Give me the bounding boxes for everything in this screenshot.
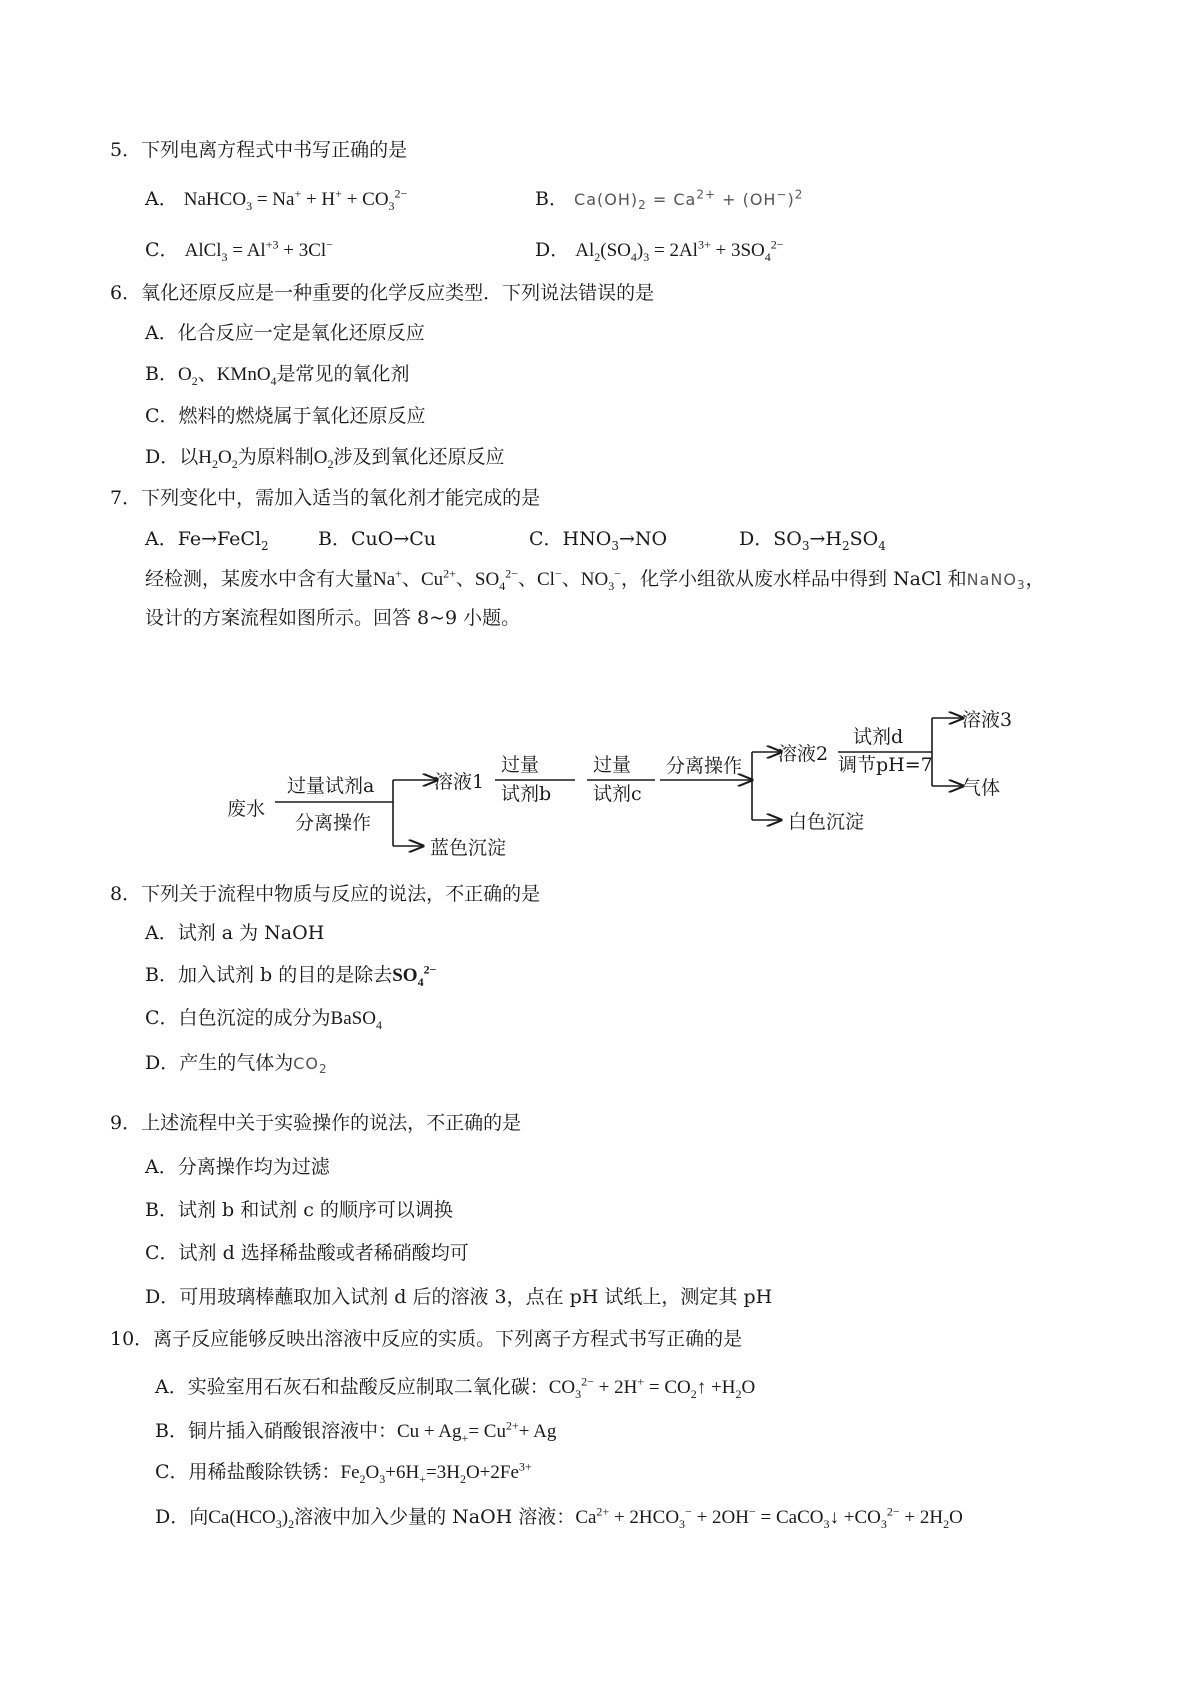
q7-stem: 7．下列变化中，需加入适当的氧化剂才能完成的是 xyxy=(110,487,541,509)
flow-reagent-a: 过量试剂a xyxy=(287,775,375,797)
q8-option-a: A．试剂 a 为 NaOH xyxy=(145,922,325,944)
q10-option-b: B．铜片插入硝酸银溶液中：$Cu + Ag_+= Cu^{2+}+ Ag$ xyxy=(155,1418,557,1445)
q8-option-b: B．加入试剂 b 的目的是除去$SO_4^{2-}$ xyxy=(145,962,437,989)
q9-stem: 9．上述流程中关于实验操作的说法，不正确的是 xyxy=(110,1112,522,1134)
q9-option-c: C．试剂 d 选择稀盐酸或者稀硝酸均可 xyxy=(145,1242,469,1264)
q6-option-d: D．以$H_2O_2$为原料制$O_2$涉及到氧化还原反应 xyxy=(145,446,505,471)
q6-stem: 6．氧化还原反应是一种重要的化学反应类型．下列说法错误的是 xyxy=(110,282,655,304)
q5-option-b: B． $Ca(OH)_2 = Ca^{2+} + (OH^-)^2$ xyxy=(535,187,804,213)
flow-gas: 气体 xyxy=(962,777,1001,799)
q10-option-a: A．实验室用石灰石和盐酸反应制取二氧化碳：$CO_3^{2-} + 2H^+$ = $CO_2↑ +H_2O$ xyxy=(155,1374,756,1401)
flow-solution3: 溶液3 xyxy=(962,709,1013,731)
q7-option-c: C．$HNO_3\to NO$ xyxy=(529,528,668,553)
q7-option-b: B．CuO→Cu xyxy=(318,528,437,550)
q9-option-a: A．分离操作均为过滤 xyxy=(145,1156,330,1178)
ion-list: Na+、$Cu^{2+}$、$SO_4^{2-}$、Cl−、$NO_3^-$ xyxy=(373,566,621,593)
flow-sep1: 分离操作 xyxy=(295,812,372,834)
q6-option-c: C．燃料的燃烧属于氧化还原反应 xyxy=(145,405,426,427)
flow-sep2: 分离操作 xyxy=(666,755,743,777)
flow-white-ppt: 白色沉淀 xyxy=(788,811,865,833)
q6-option-a: A．化合反应一定是氧化还原反应 xyxy=(145,322,425,344)
flow-solution1: 溶液1 xyxy=(434,771,485,793)
flow-solution2: 溶液2 xyxy=(778,743,829,765)
q10-stem: 10．离子反应能够反映出溶液中反应的实质。下列离子方程式书写正确的是 xyxy=(110,1328,743,1350)
q5-d-equation: $Al_2(SO_4)_3 = 2Al^{3+} + 3SO_4^{2-}$ xyxy=(575,237,784,264)
flow-excess2: 过量 xyxy=(593,754,632,776)
q8-option-c: C．白色沉淀的成分为BaSO$_4$ xyxy=(145,1007,382,1032)
q9-option-d: D．可用玻璃棒蘸取加入试剂 d 后的溶液 3，点在 pH 试纸上，测定其 pH xyxy=(145,1286,773,1308)
q5-stem: 5．下列电离方程式中书写正确的是 xyxy=(110,139,408,161)
q9-option-b: B．试剂 b 和试剂 c 的顺序可以调换 xyxy=(145,1199,453,1221)
intro-line-1: 经检测，某废水中含有大量Na+、$Cu^{2+}$、$SO_4^{2-}$、Cl−、$NO_3^-$，化学小组欲从废水样品中得到 NaCl 和NaNO$_3$， xyxy=(145,566,1045,593)
flow-blue-ppt: 蓝色沉淀 xyxy=(430,837,507,859)
flow-reagent-b: 试剂b xyxy=(501,783,552,805)
q5-option-d: D． $Al_2(SO_4)_3 = 2Al^{3+} + 3SO_4^{2-}$ xyxy=(535,237,784,264)
q5-option-a: A． NaHCO$_3$ = $Na^+ + H^+ + CO_3^{2-}$ xyxy=(145,186,408,213)
q7-option-d: D．$SO_3\to H_2SO_4$ xyxy=(739,528,886,553)
q5-a-equation: NaHCO$_3$ = $Na^+ + H^+ + CO_3^{2-}$ xyxy=(183,186,408,213)
flow-excess1: 过量 xyxy=(501,754,540,776)
flow-waste: 废水 xyxy=(227,798,266,820)
flow-reagent-d: 试剂d xyxy=(853,726,904,748)
q6-option-b: B．$O_2$、KMnO$_4$是常见的氧化剂 xyxy=(145,363,410,388)
q5-c-equation: AlCl$_3$ = $Al^{+3} + 3Cl^-$ xyxy=(184,237,333,264)
q10-option-d: D．向$Ca(HCO_3)_2$溶液中加入少量的 NaOH 溶液：$Ca^{2+} + 2HCO_3^- + 2OH^-$ = CaCO$_3$↓ $+CO_3^{2-} + 2H_2O$ xyxy=(155,1504,963,1531)
q5-b-equation: $Ca(OH)_2 = Ca^{2+} + (OH^-)^2$ xyxy=(574,187,804,213)
q7-option-a: A．Fe→FeCl$_2$ xyxy=(145,528,269,553)
intro-line-2: 设计的方案流程如图所示。回答 8~9 小题。 xyxy=(145,607,521,629)
q10-option-c: C．用稀盐酸除铁锈：$Fe_2O_3+6H_+=3H_2O+2Fe^{3+}$ xyxy=(155,1459,532,1486)
flow-adjust-ph: 调节pH=7 xyxy=(838,754,933,776)
q5-option-c: C． AlCl$_3$ = $Al^{+3} + 3Cl^-$ xyxy=(145,237,333,264)
q8-option-d: D．产生的气体为$CO_2$ xyxy=(145,1052,328,1077)
q8-stem: 8．下列关于流程中物质与反应的说法，不正确的是 xyxy=(110,883,541,905)
flow-reagent-c: 试剂c xyxy=(593,783,642,805)
